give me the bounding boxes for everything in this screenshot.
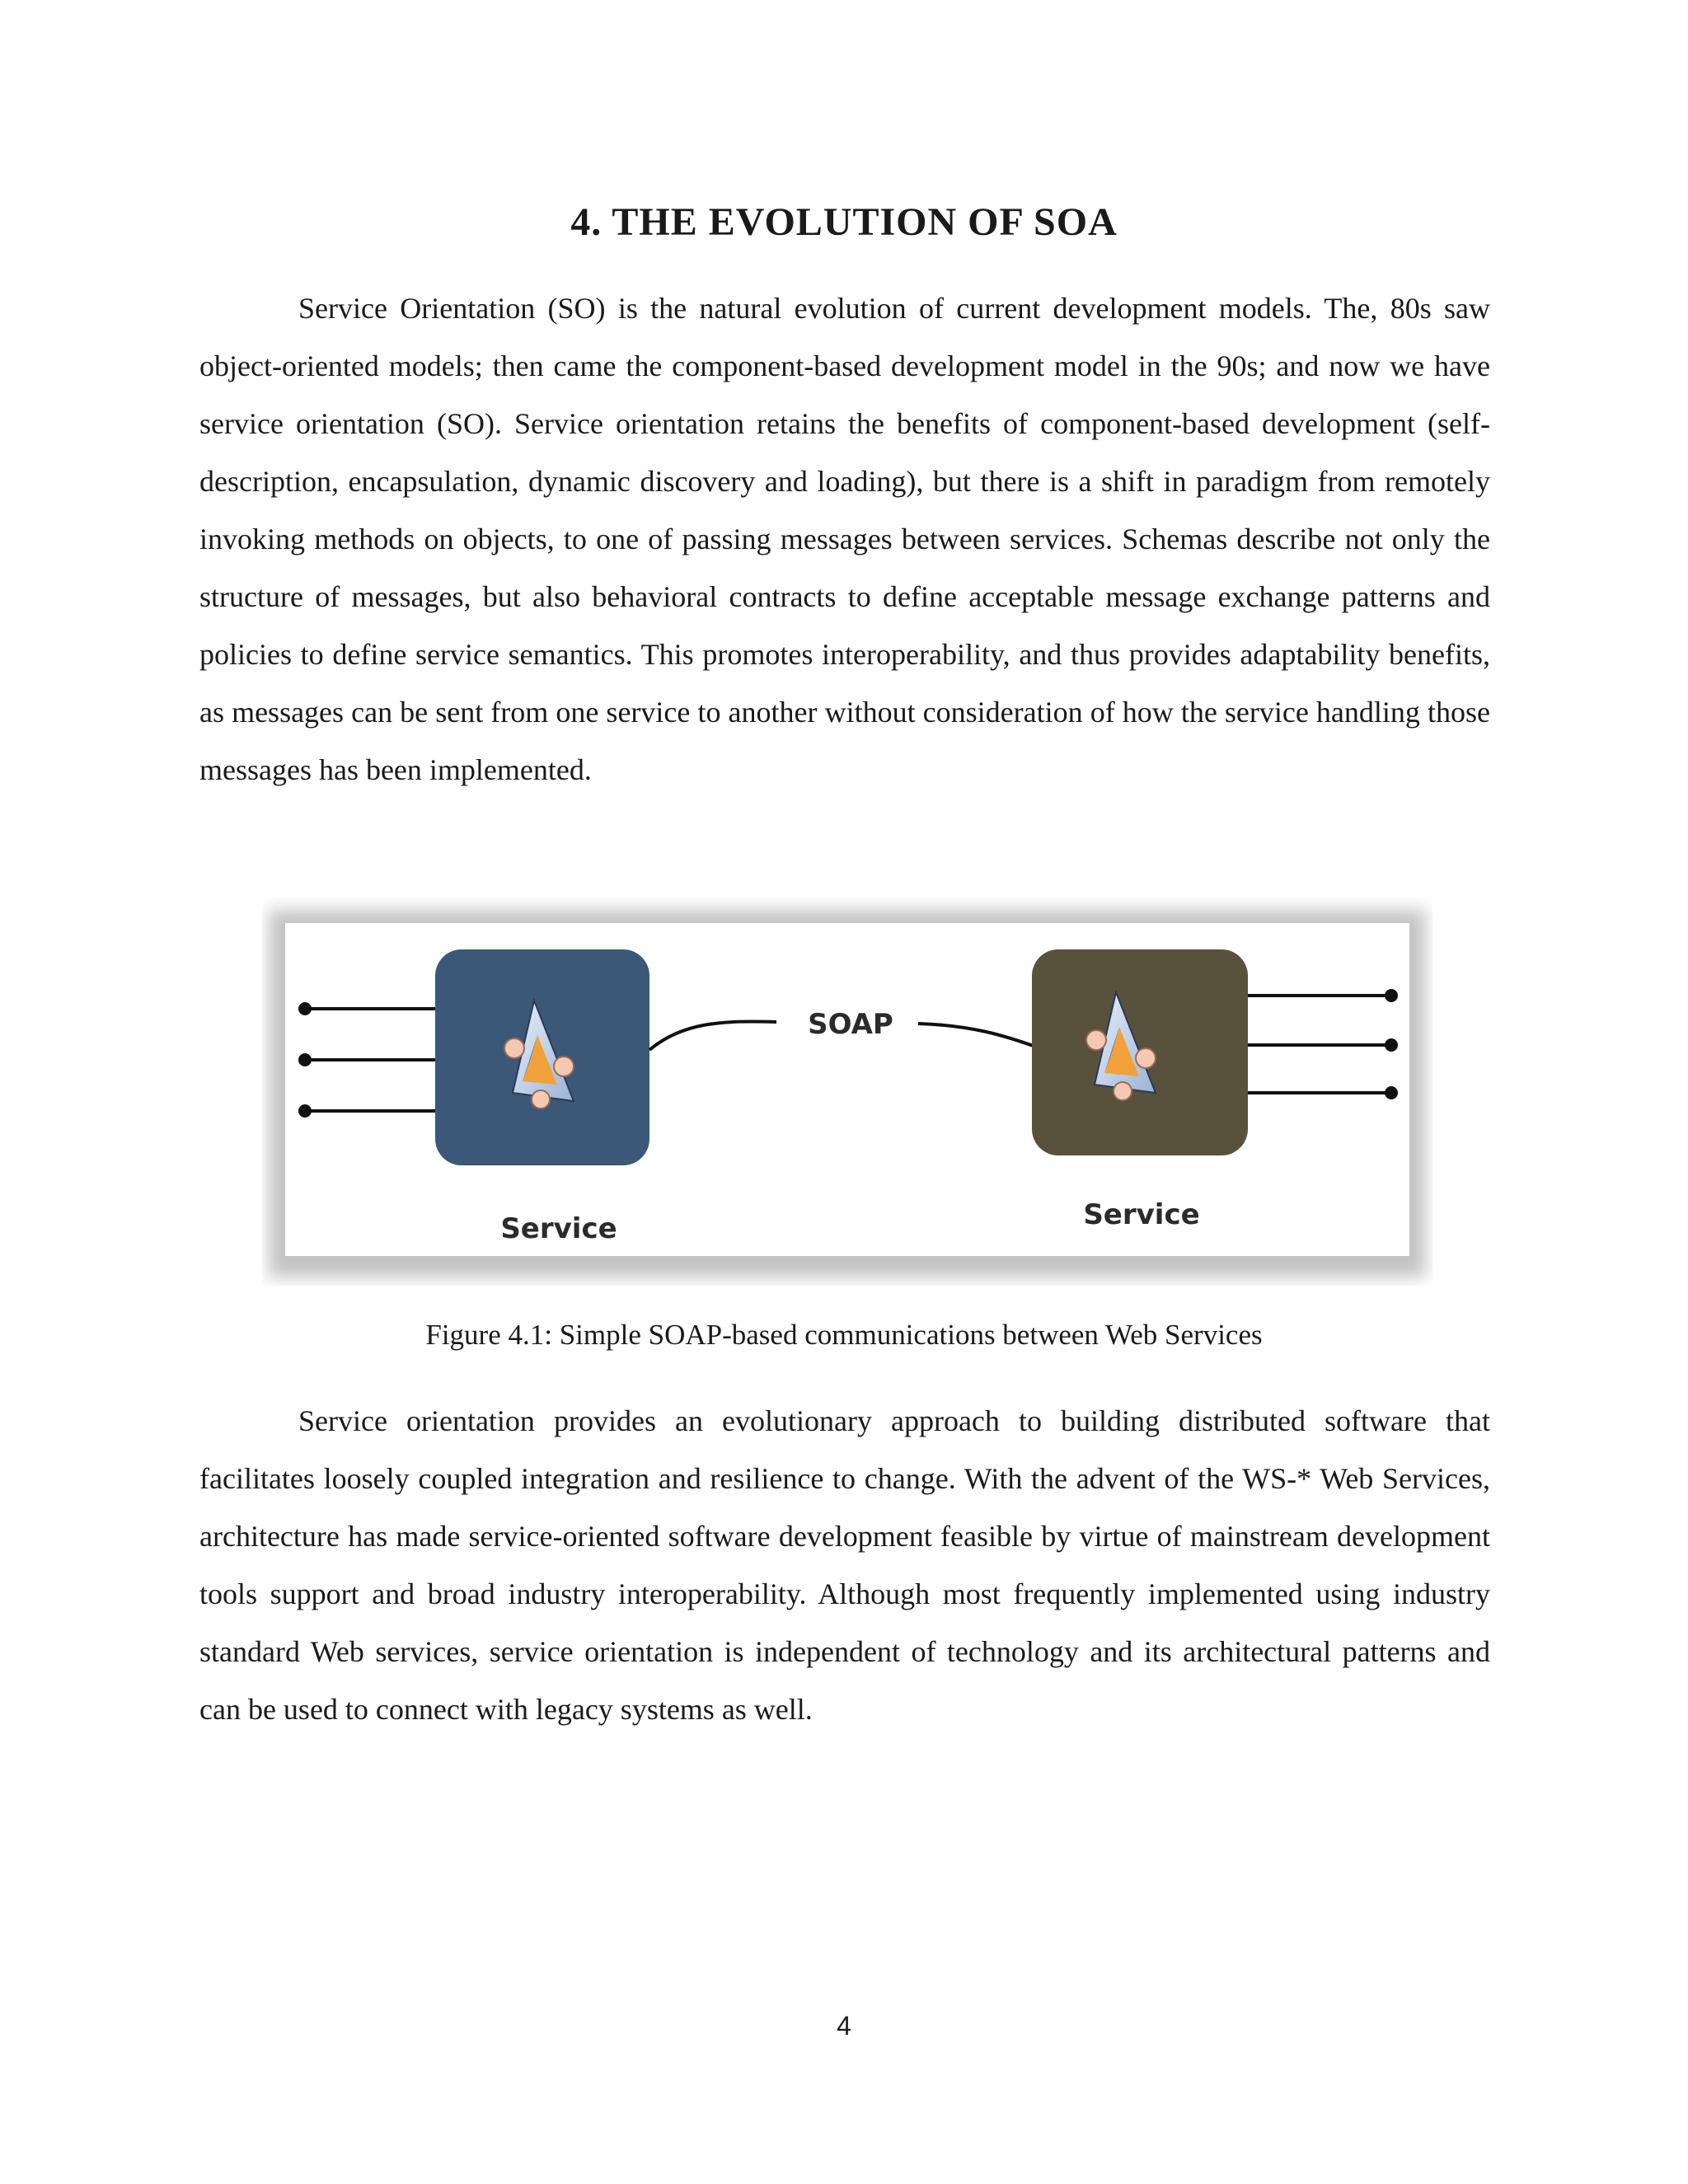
page-number: 4 [837,2011,851,2041]
right-service-label: Service [1083,1198,1200,1231]
section-title: 4. THE EVOLUTION OF SOA [570,200,1118,244]
left-service-label: Service [500,1212,617,1245]
figure-caption: Figure 4.1: Simple SOAP-based communications between Web Services [425,1319,1263,1351]
soap-diagram [262,898,1432,1286]
paragraph-intro-text: Service Orientation (SO) is the natural evolution of current development models. The, 80s saw object-oriented models; then came the component-based development model in the 90s; and now we have service orientation (SO). Service orientation retains the benefits of component-based development (self-description, encapsulation, dynamic discovery and loading), but there is a shift in paradigm from remotely invoking methods on objects, to one of passing messages between services. Schemas describe not only the structure of messages, but also behavioral contracts to define acceptable message exchange patterns and policies to define service semantics. This promotes interoperability, and thus provides adaptability benefits, as messages can be sent from one service to another without consideration of how the service handling those messages has been implemented. [199,292,1490,786]
paragraph-intro [199,279,1490,799]
paragraph-service-orientation [199,1392,1490,1738]
soap-label: SOAP [808,1008,893,1041]
paragraph-service-orientation-text: Service orientation provides an evolutionary approach to building distributed software that facilitates loosely coupled integration and resilience to change. With the advent of the WS-* Web Services, architecture has made service-oriented software development feasible by virtue of mainstream development tools support and broad industry interoperability. Although most frequently implemented using industry standard Web services, service orientation is independent of technology and its architectural patterns and can be used to connect with legacy systems as well. [199,1404,1490,1726]
